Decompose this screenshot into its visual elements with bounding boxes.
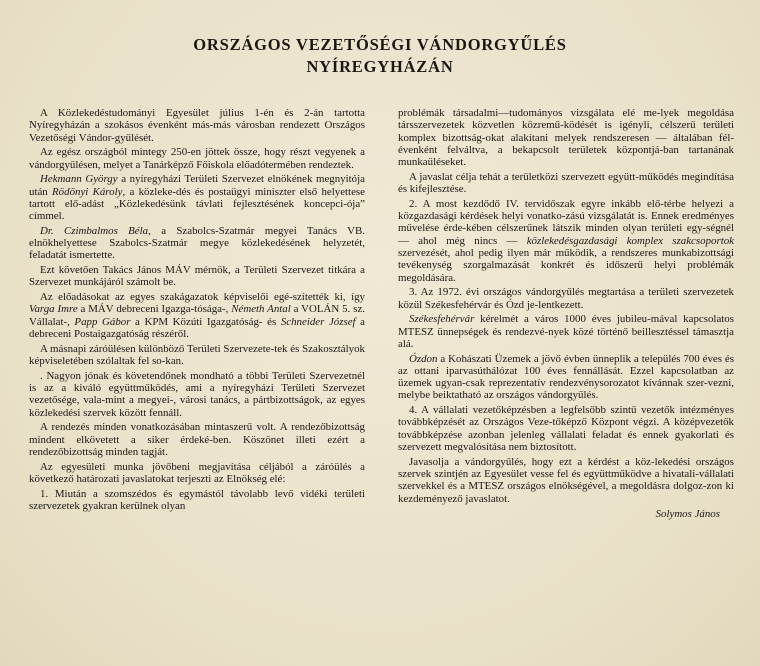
paragraph-text: , a Szabolcs-Szatmár megyei Tanács VB. elnökhelyettese Szabolcs-Szatmár megye közlekedésének helyzetét, feladatát ismertette. (29, 224, 365, 262)
paragraph-text: 2. A most kezdődő IV. tervidőszak egyre inkább elő-térbe helyezi a közgazdasági kérdések helyi vonatko-zású vizsgálatát is. Ennek eredményes művelése érde-kében célszerűnek látszik minden olyan területi egy-ségnél — ahol még nincs — (398, 197, 734, 247)
place-name: Székesfehérvár (409, 313, 475, 326)
paragraph-text: a debreceni Postaigazgatóság részéről. (29, 315, 366, 340)
person-name: Rödönyi Károly (52, 185, 123, 198)
paragraph: problémák társadalmi—tudományos vizsgálata elé me-lyek megoldása társszervezetek közvetlen közremű-ködését is igényli, célszerű területi komplex bizottság-okat alakítani melyek rendszeresen — általában fél-évenként felváltva, a bekapcsolt területek központjá-ban tartanának munkaüléseket. (398, 107, 734, 169)
paragraph-text: a MÁV debreceni Igazga-tósága-, (77, 303, 232, 316)
paragraph-text: Az előadásokat az egyes szakágazatok képviselői egé-szítették ki, így (40, 291, 365, 304)
paragraph (398, 198, 734, 284)
right-column (398, 107, 734, 520)
paragraph-text: a KPM Közúti Igazgatóság- és (130, 315, 281, 328)
left-column (29, 107, 365, 515)
person-name: Schneider József (280, 315, 356, 328)
paragraph: 4. A vállalati vezetőképzésben a legfelsőbb szintű vezetők intézményes továbbképzését az Országos Veze-tőképző Központ végzi. A középvezetők továbbképzése azonban jelenleg vállalati feladat és ennek gyakorlati és szervezett megvalósítása nem biztosított. (398, 404, 734, 454)
person-name: Varga Imre (29, 303, 78, 316)
paragraph: 3. Az 1972. évi országos vándorgyűlés megtartása a területi szervezetek közül Székesfehérvár és Ózd je-lentkezett. (398, 286, 734, 311)
paragraph: Az egyesületi munka jövőbeni megjavítása céljából a záróülés a következő határozati javaslatokat terjeszti az Elnökség elé: (29, 460, 365, 485)
paragraph: 1. Miután a szomszédos és egymástól távolabb levő vidéki területi szervezetek gyakran kerülnek olyan (29, 487, 365, 512)
paragraph: . Nagyon jónak és követendőnek mondható a többi Területi Szervezetnél is az a kiváló együttműködés, ami a nyíregyházi Területi Szervezet vezetősége, vala-mint a megyei-, városi tanács, a pártbizottságok, az egyes közlekedési szervek között fennáll. (29, 369, 365, 419)
paragraph-text: kérelmét a város 1000 éves jubileu-mával kapcsolatos MTESZ ünnepségek és rendezvé-nyek közé történő beillesztéssel támasztja alá. (398, 313, 734, 350)
paragraph (398, 313, 734, 350)
paragraph (29, 291, 365, 340)
paragraph: A másnapi záróülésen különböző Területi Szervezete-tek és Szakosztályok képviseletében szólaltak fel so-kan. (29, 342, 365, 367)
person-name: Dr. Czimbalmos Béla (40, 224, 149, 237)
person-name: Papp Gábor (74, 315, 131, 328)
paragraph-text: , a közleke-dés és postaügyi miniszter első helyettese tartott elő-adást „Közlekedésünk távlati fejlesztésének koncepci-ója” címmel. (29, 185, 365, 223)
paragraph-text: a VOLÁN 5. sz. Vállalat-, (29, 303, 365, 328)
paragraph-text: a nyíregyházi Területi Szervezet elnökének megnyitója után (29, 173, 365, 198)
paragraph-text: szervezését, ahol pedig ilyen már működik, a rendszeres munkabizottsági tevékenység szorgalmazását konkrét és időszerű helyi problémák megoldására. (398, 247, 734, 284)
paragraph: Javasolja a vándorgyűlés, hogy ezt a kérdést a köz-lekedési országos szervek szintjén az Egyesület vesse fel és együttműködve a hivatali-vállalati szervekkel és a MTESZ országos elnökségével, a megoldásra dolgoz-zon ki kezdeményező javaslatot. (398, 455, 734, 505)
paragraph (29, 173, 365, 222)
paragraph (29, 225, 365, 262)
headline-line-1: ORSZÁGOS VEZETŐSÉGI VÁNDORGYŰLÉS (193, 35, 567, 54)
person-name: Hekmann György (40, 173, 118, 186)
paragraph: A javaslat célja tehát a területközi szervezett együtt-működés megindítása és kifejlesztése. (398, 170, 734, 196)
paragraph (398, 353, 734, 402)
place-name: Ózdon (409, 352, 438, 365)
paragraph-text: a Kohászati Üzemek a jövő évben ünneplik a település 700 éves és az ottani iparvasúthálózat 100 éves fennállását. Ezzel kapcsolatban az üzemek ugyan-csak reprezentatív rendezvénysorozatot kívánnak szer-vezni, melybe beiktatható az országos vándorgyűlés. (398, 352, 734, 402)
paragraph: A Közlekedéstudományi Egyesület július 1-én és 2-án tartotta Nyíregyházán a szokásos évenként más-más városban rendezett Országos Vezetőségi Vándor-gyűlését. (29, 107, 365, 144)
author-signature: Solymos János (655, 507, 720, 520)
emphasized-term: közlekedésgazdasági komplex szakcsoportok (526, 234, 734, 247)
person-name: Németh Antal (231, 303, 291, 316)
headline-line-2: NYÍREGYHÁZÁN (306, 57, 454, 76)
paragraph: Ezt követően Takács János MÁV mérnök, a Területi Szervezet titkára a Szervezet munkájáról számolt be. (29, 264, 365, 289)
paragraph: Az egész országból mintegy 250-en jöttek össze, hogy részt vegyenek a vándorgyűlésen, melyet a Tanárképző Főiskola előadótermében rendeztek. (29, 146, 365, 171)
article-headline (0, 34, 760, 78)
paragraph: A rendezés minden vonatkozásában mintaszerű volt. A rendezőbizottság mindent elkövetett a siker érdeké-ben. Köszönet illeti ezért a rendezőbizottság minden tagját. (29, 421, 365, 458)
